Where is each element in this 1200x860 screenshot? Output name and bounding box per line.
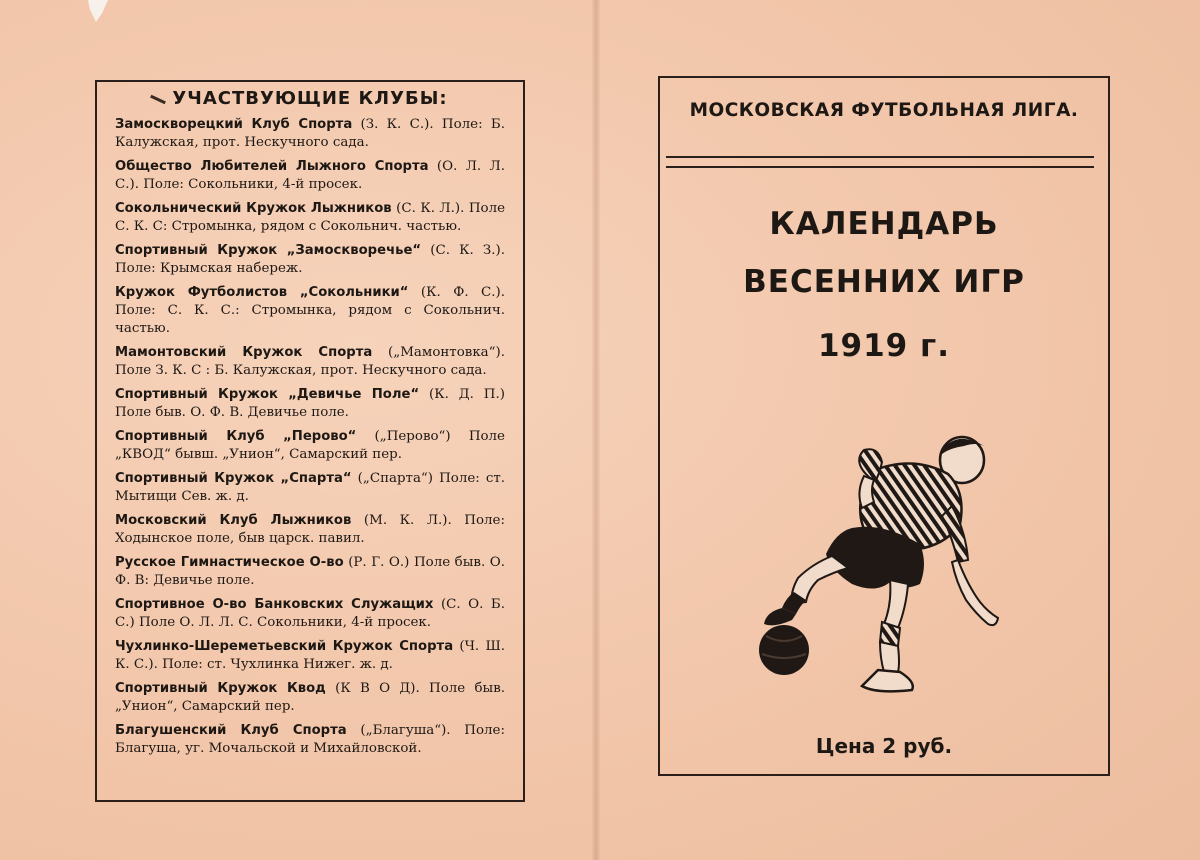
club-name: Кружок Футболистов „Сокольники“	[115, 285, 409, 300]
torn-corner	[88, 0, 108, 22]
club-description: (К. Д. П.) Поле быв. О. Ф. В. Девичье поле.	[115, 387, 505, 420]
club-entry	[115, 200, 505, 236]
divider-rule	[666, 156, 1094, 158]
league-title: МОСКОВСКАЯ ФУТБОЛЬНАЯ ЛИГА.	[689, 100, 1079, 121]
club-name: Спортивный Кружок „Девичье Поле“	[115, 387, 420, 402]
calendar-title-line1: КАЛЕНДАРЬ	[769, 206, 999, 242]
club-name: Общество Любителей Лыжного Спорта	[115, 159, 429, 174]
club-description: („Перово“) Поле „КВОД“ бывш. „Унион“, Самарский пер.	[115, 429, 505, 462]
club-entry	[115, 344, 505, 380]
club-description: (С. К. З.). Поле: Крымская набереж.	[115, 243, 505, 276]
club-description: (Ч. Ш. К. С.). Поле: ст. Чухлинка Нижег. ж. д.	[115, 639, 505, 672]
club-description: (С. К. Л.). Поле С. К. С: Стромынка, рядом с Сокольнич. частью.	[115, 201, 505, 234]
club-entry	[115, 596, 505, 632]
club-description: (К. Ф. С.). Поле: С. К. С.: Стромынка, рядом с Сокольнич. частью.	[115, 285, 505, 336]
club-entry	[115, 116, 505, 152]
club-name: Спортивный Кружок „Спарта“	[115, 471, 352, 486]
calendar-year: 1919 г.	[817, 328, 951, 364]
club-entry	[115, 470, 505, 506]
price-label: Цена 2 руб.	[815, 734, 953, 758]
calendar-title-line2: ВЕСЕННИХ ИГР	[743, 264, 1025, 300]
club-entry	[115, 554, 505, 590]
club-description: (З. К. С.). Поле: Б. Калужская, прот. Нескучного сада.	[115, 117, 505, 150]
club-entry	[115, 722, 505, 758]
club-list	[115, 116, 505, 764]
club-name: Замоскворецкий Клуб Спорта	[115, 117, 353, 132]
club-entry	[115, 638, 505, 674]
club-description: (С. О. Б. С.) Поле О. Л. Л. С. Сокольники, 4-й просек.	[115, 597, 505, 630]
club-description: („Благуша“). Поле: Благуша, уг. Мочальской и Михайловской.	[115, 723, 505, 756]
club-description: (М. К. Л.). Поле: Ходынское поле, быв царск. павил.	[115, 513, 505, 546]
club-entry	[115, 680, 505, 716]
clubs-heading: УЧАСТВУЮЩИЕ КЛУБЫ:	[172, 88, 448, 109]
club-name: Чухлинко-Шереметьевский Кружок Спорта	[115, 639, 454, 654]
center-fold	[592, 0, 600, 860]
club-description: (О. Л. Л. С.). Поле: Сокольники, 4-й просек.	[115, 159, 505, 192]
club-description: („Спарта“) Поле: ст. Мытищи Сев. ж. д.	[115, 471, 505, 504]
football-player-icon	[752, 432, 1008, 696]
club-entry	[115, 512, 505, 548]
club-name: Русское Гимнастическое О-во	[115, 555, 344, 570]
club-description: („Мамонтовка“). Поле З. К. С : Б. Калужская, прот. Нескучного сада.	[115, 345, 505, 378]
club-entry	[115, 284, 505, 338]
club-name: Спортивный Кружок Квод	[115, 681, 326, 696]
club-entry	[115, 242, 505, 278]
club-name: Спортивный Кружок „Замоскворечье“	[115, 243, 422, 258]
club-name: Благушенский Клуб Спорта	[115, 723, 347, 738]
club-name: Московский Клуб Лыжников	[115, 513, 352, 528]
club-name: Мамонтовский Кружок Спорта	[115, 345, 373, 360]
club-entry	[115, 428, 505, 464]
club-description: (Р. Г. О.) Поле быв. О. Ф. В: Девичье поле.	[115, 555, 505, 588]
club-name: Спортивный Клуб „Перово“	[115, 429, 357, 444]
club-entry	[115, 158, 505, 194]
club-name: Спортивное О-во Банковских Служащих	[115, 597, 434, 612]
club-description: (К В О Д). Поле быв. „Унион“, Самарский пер.	[115, 681, 506, 714]
club-entry	[115, 386, 505, 422]
divider-rule	[666, 166, 1094, 168]
club-name: Сокольнический Кружок Лыжников	[115, 201, 392, 216]
